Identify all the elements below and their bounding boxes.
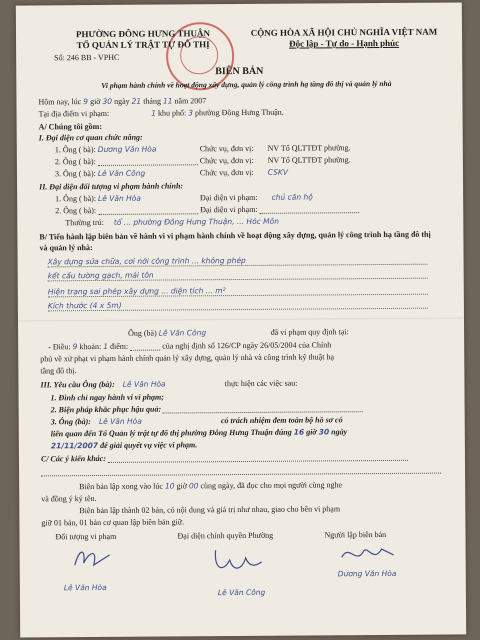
official-row-2 [55,155,351,166]
request-line [40,379,297,390]
diem-label: điểm: [109,341,129,351]
step-1: 1. Đình chỉ ngay hành vi vi phạm; [50,392,164,403]
role-label: Chức vụ, đơn vị: [199,155,254,166]
request-name: Lê Văn Hòa [122,379,166,389]
blank-field [98,205,198,215]
closing-line-1 [79,480,342,491]
closing-line-2: và đồng ý ký tên. [41,494,97,504]
step-2-label: 2. Biện pháp khắc phục hậu quả: [50,404,162,415]
blank-field [98,156,198,166]
violation-text: kết cấu tường gạch, mái tôn [47,270,154,281]
signature-violator [70,543,130,573]
section-i-heading: I. Đại diện cơ quan chức năng: [38,132,143,143]
step-3-date: 21/11/2007 [50,441,99,451]
role-label: Chức vụ, đơn vị: [199,167,254,178]
violation-text: Hiện trạng sai phép xây dựng ... diện tích ... m² [47,286,226,297]
section-a-heading: A/ Chúng tôi gồm: [38,121,103,132]
official-role: CSKV [267,167,288,177]
signature-name-ward: Lê Văn Công [217,587,266,598]
step-3-minute: 30 [318,427,330,437]
signature-name-recorder: Dương Văn Hòa [337,568,397,579]
section-b-heading: B/ Tiến hành lập biên bản về hành vi vi phạm hành chính về hoạt động xây dựng, quản lý công trình hạ tầng đô thị và quản lý nhà: [39,229,431,253]
closing-minute: 00 [188,481,199,491]
step-3-text: có trách nhiệm đem toàn bộ hồ sơ có [220,415,343,426]
time-year: năm 2007 [174,96,207,106]
signature-heading-violator: Đối tượng vi phạm [55,531,117,542]
document-number: Số: 246 BB - VPHC [54,52,120,63]
request-suffix: thực hiện các việc sau: [224,378,298,389]
blank-field [41,465,441,477]
time-minute: 30 [102,96,113,106]
area-label: khu phố: [157,108,187,118]
closing-hour-label: giờ [176,481,187,491]
blank-field [260,204,360,214]
row-number: 1. [55,194,62,204]
row-number: 2. [54,157,61,167]
section-c-heading [41,452,408,464]
house-number: 1 [151,108,157,118]
document-subtitle: Vi phạm hành chính về hoạt động xây dựng, quản lý công trình hạ tầng đô thị và quản lý nhà [101,78,392,90]
official-name: Dương Văn Hòa [97,144,157,154]
area-number: 3 [188,108,194,118]
closing-text-2: cùng ngày, đã đọc cho mọi người cùng nghe [200,480,343,491]
violator-row-1 [55,192,313,203]
rep-label: Đại diện vi phạm: [200,192,258,203]
violation-line-2 [48,269,428,282]
day-label: ngày [331,427,348,437]
time-month: 11 [162,96,173,106]
blank-field [108,452,408,463]
signature-ward [210,544,270,578]
official-role: NV Tổ QLTTĐT phường. [267,143,351,153]
national-header [244,27,444,50]
blank-line [41,465,441,477]
section-ii-heading: II. Đại diện đối tượng vi phạm hành chính: [39,181,184,192]
residence-value: tổ ... phường Đông Hưng Thuận, ... Hóc Môn [113,216,279,227]
residence-label: Thường trú: [65,217,104,228]
row-label: Ông ( bà): [63,206,97,216]
step-3-name: Lê Văn Hòa [98,416,142,426]
row-number: 3. [54,169,62,179]
law-line-1 [48,340,331,351]
violator-name: Lê Văn Hòa [98,193,141,203]
role-label: Chức vụ, đơn vị: [199,143,254,154]
month-label: tháng [143,96,161,106]
violation-text: Xây dựng sửa chữa, cơi nới công trình ... không phép [47,255,246,267]
row-number: 2. [55,206,62,216]
closing-line-4: giữ 01 bản, 01 bản cơ quan lập biên bản giữ. [41,517,185,528]
paper-fold-line [18,317,464,321]
time-hour: 9 [83,97,89,107]
time-line [38,96,206,106]
time-prefix: Hôm nay, lúc [38,97,82,107]
official-row-1 [55,143,351,154]
khoan-value: 1 [103,341,108,351]
official-name: Lê Văn Công [97,168,146,178]
rep-label: Đại diện vi phạm: [200,204,258,215]
closing-text: Biên bản lập xong vào lúc [79,481,163,492]
row-number: 1. [54,145,61,155]
official-row-3 [55,168,288,179]
document-title: BIÊN BẢN [215,65,264,78]
violator-row-2 [55,204,359,215]
section-c-label: C/ Các ý kiến khác: [40,453,106,464]
step-3-hour: 16 [293,427,305,437]
row-label: Ông ( bà): [62,157,96,167]
closing-line-3: Biên bản lập thành 02 bản, có nội dung và giá trị như nhau, giao cho bên vi phạm [79,504,341,516]
row-label: Ông ( bà): [62,145,96,155]
signature-heading-ward: Đại diện chính quyền Phường [177,530,274,541]
violator-name: Lê Văn Công [158,328,207,338]
step-2 [51,403,364,414]
hour-label: giờ [306,427,317,437]
signature-recorder [338,539,398,569]
law-text: của nghị định số 126/CP ngày 26/05/2004 của Chính [162,340,332,351]
document-page [16,2,466,637]
row-label: Ông ( bà): [62,169,96,179]
ward-name: phường Đông Hưng Thuận. [194,107,284,118]
violator-label: Ông (bà) [128,328,157,338]
day-label: ngày [114,96,130,106]
location-prefix: Tại địa điểm vi phạm: [38,108,110,119]
issuing-org-header [48,28,238,51]
signature-name-violator: Lê Văn Hòa [63,582,107,593]
closing-hour: 10 [164,481,175,491]
violation-line-1 [48,255,428,268]
time-day: 21 [131,96,142,106]
section-iii-heading: III. Yêu cầu Ông (bà): [40,379,115,390]
org-line-2: TỔ QUẢN LÝ TRẬT TỰ ĐÔ THỊ [76,39,210,51]
violator-rep: chủ căn hộ [271,192,313,202]
law-line-2: phủ về xử phạt vi phạm hành chính quản lý xây dựng, quản lý nhà và công trình kỹ thuật hạ [40,352,335,364]
dieu-value: 9 [72,342,78,352]
nation-name: CỘNG HÒA XÃ HỘI CHỦ NGHĨA VIỆT NAM [250,26,438,38]
dieu-label: - Điều: [48,342,71,352]
official-role: NV Tổ QLTTĐT phường. [267,155,351,165]
violator-line [128,327,349,338]
national-motto: Độc lập - Tự do - Hạnh phúc [289,37,400,49]
step-3-text-3: để giải quyết vụ việc vi phạm. [100,440,198,450]
hour-label: giờ [90,96,101,107]
step-3-label: 3. Ông (bà): [50,417,91,427]
row-label: Ông ( bà): [63,194,97,204]
residence-line [65,217,279,227]
violation-line-3 [48,285,428,298]
step-3-line-2 [51,427,347,438]
violation-line-4 [48,299,428,312]
violation-text: Kích thước (4 x 5m) [47,300,122,311]
violator-suffix: đã vi phạm quy định tại: [270,327,349,337]
location-line [39,108,284,119]
org-line-1: PHƯỜNG ĐÔNG HƯNG THUẬN [75,28,210,40]
step-3-text-2: liên quan đến Tổ Quản lý trật tự đô thị phường Đông Hưng Thuận đúng [50,427,292,439]
blank-field [130,342,160,351]
law-line-3: tầng đô thị. [40,366,77,376]
khoan-label: khoản: [79,341,102,352]
signature-heading-recorder: Người lập biên bản [324,529,387,540]
step-3-line-3 [51,440,197,450]
step-3 [51,415,343,426]
blank-field [163,403,363,413]
